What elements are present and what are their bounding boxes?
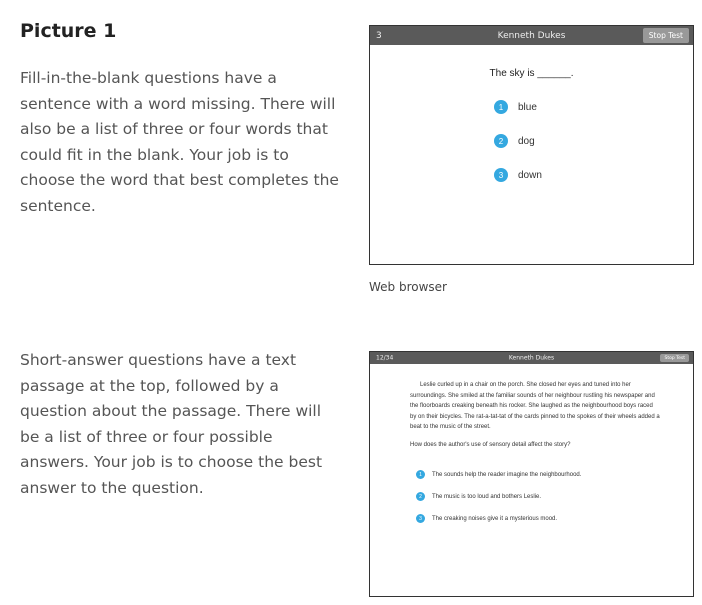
answer-option[interactable] (416, 492, 541, 501)
option-number-badge: 3 (494, 168, 508, 182)
answer-option[interactable] (494, 100, 537, 114)
stop-test-button[interactable]: Stop Test (660, 354, 689, 362)
option-number-badge: 1 (494, 100, 508, 114)
test-header-bar (370, 352, 693, 364)
option-label: The music is too loud and bothers Leslie. (432, 493, 542, 500)
answer-option[interactable] (494, 134, 535, 148)
fill-in-blank-screenshot (369, 25, 694, 265)
answer-option[interactable] (416, 514, 557, 523)
reading-passage (410, 380, 660, 433)
question-number: 12/34 (376, 354, 394, 362)
option-label: The creaking noises give it a mysterious mood. (432, 515, 558, 522)
answer-option[interactable] (416, 470, 581, 479)
option-label: The sounds help the reader imagine the neighbourhood. (432, 471, 582, 478)
option-number-badge: 3 (416, 514, 425, 523)
option-number-badge: 1 (416, 470, 425, 479)
short-answer-description: Short-answer questions have a text passage at the top, followed by a question about the passage. There will be a list of three or four possible answers. Your job is to choose the best answer to the question. (20, 351, 323, 497)
passage-text: Leslie curled up in a chair on the porch. She closed her eyes and tuned into her surroundings. She smiled at the familiar sounds of her neighbour rustling his newspaper and the floorboards creaking beneath his rocker. She laughed as the neighbourhood boys raced by on their bicycles. The rat-a-tat-tat of the cards pinned to the spokes of their wheels added a beat to the music of the street. (410, 382, 660, 430)
test-header-bar (370, 26, 693, 45)
answer-option[interactable] (494, 168, 542, 182)
option-label: dog (518, 135, 535, 147)
fill-in-blank-description: Fill-in-the-blank questions have a sentence with a word missing. There will also be a list of three or four words that could fit in the blank. Your job is to choose the word that best completes the sentence. (20, 69, 339, 215)
section-title: Picture 1 (20, 20, 117, 42)
question-text: The sky is ______. (489, 68, 574, 79)
option-number-badge: 2 (494, 134, 508, 148)
option-number-badge: 2 (416, 492, 425, 501)
question-text: How does the author's use of sensory detail affect the story? (410, 442, 571, 448)
question-number: 3 (376, 30, 382, 41)
image-caption: Web browser (369, 280, 447, 294)
student-name: Kenneth Dukes (497, 30, 566, 41)
student-name: Kenneth Dukes (508, 354, 555, 362)
stop-test-button[interactable]: Stop Test (643, 28, 689, 43)
option-label: down (518, 169, 542, 181)
option-label: blue (518, 101, 537, 113)
short-answer-screenshot (369, 351, 694, 597)
